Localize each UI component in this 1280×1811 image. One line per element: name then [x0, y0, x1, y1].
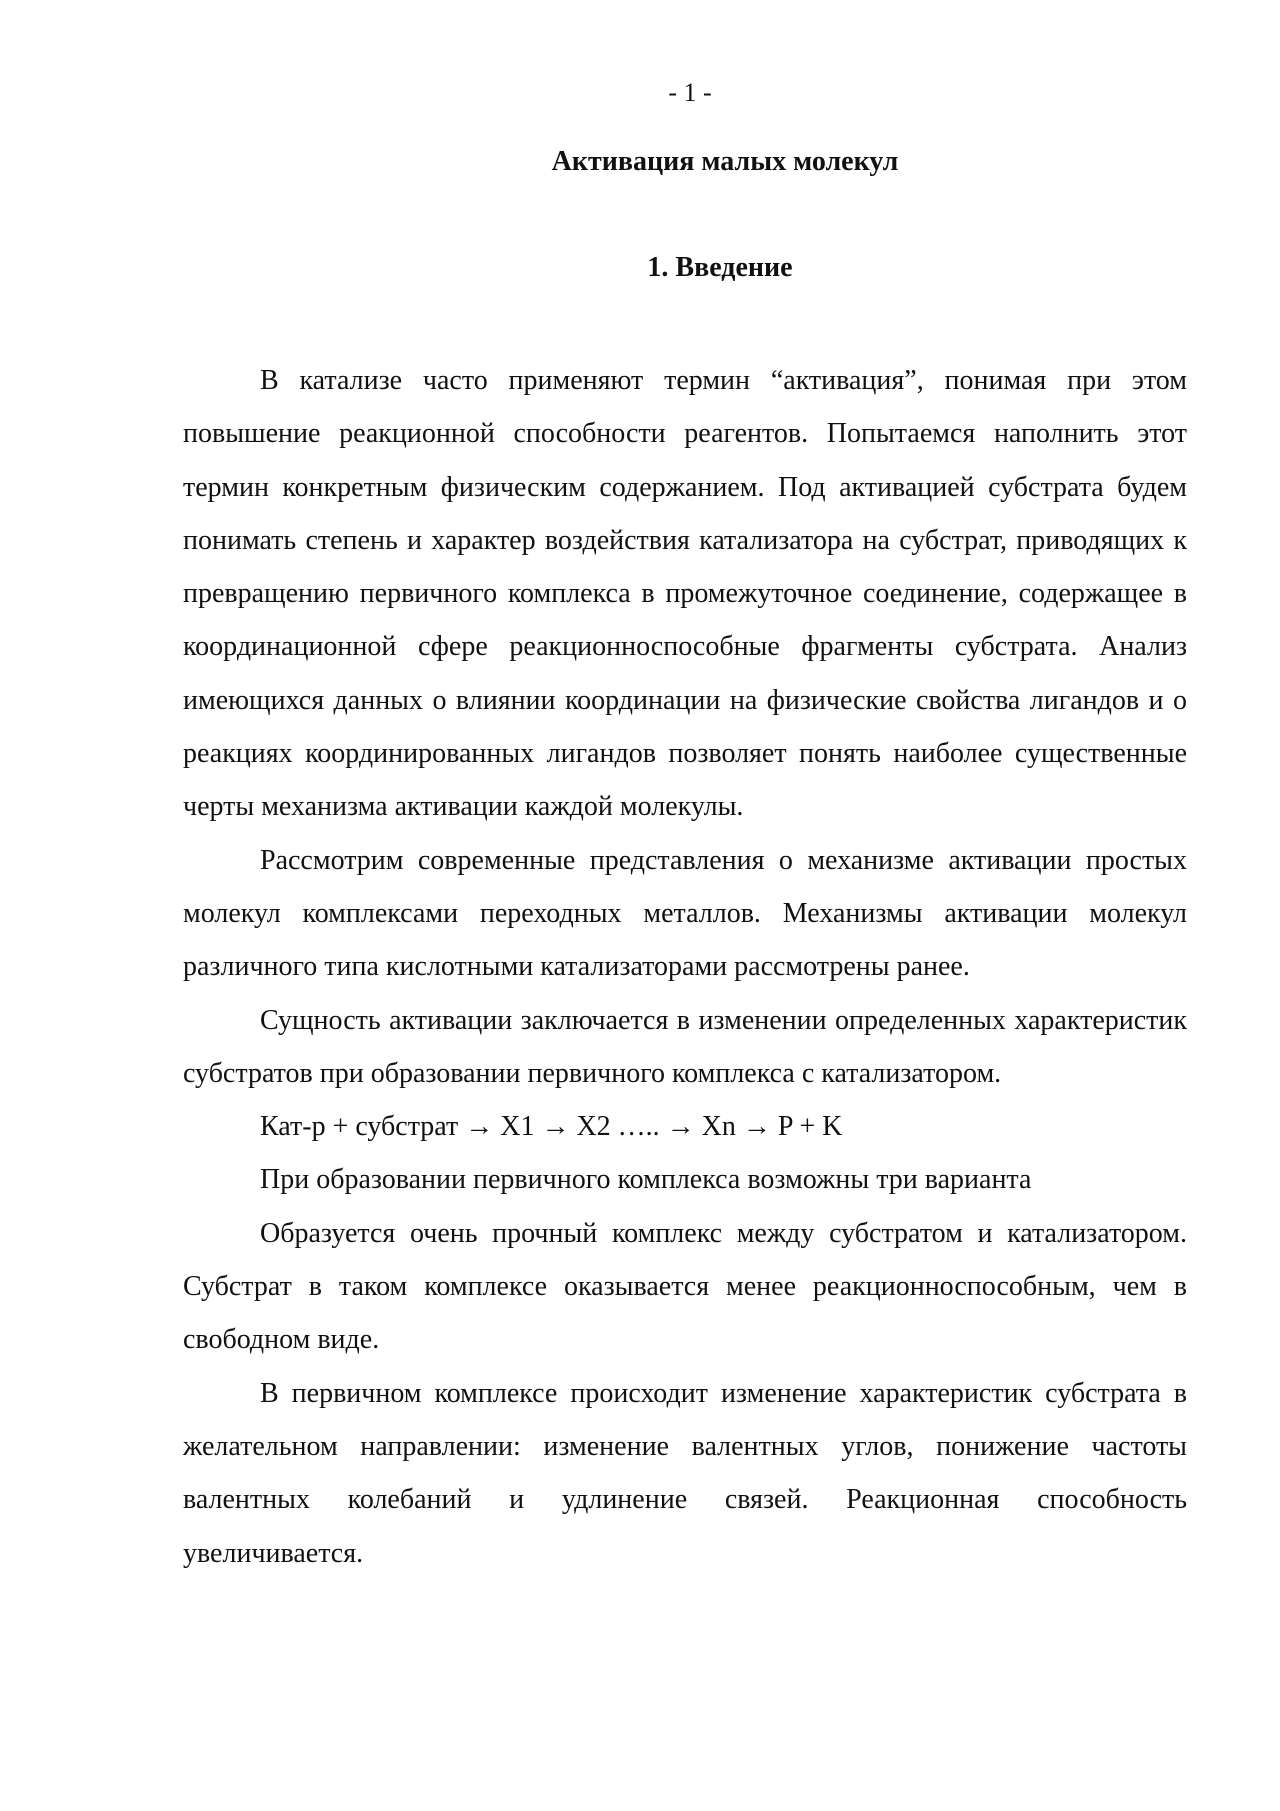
paragraph-three-variants: При образовании первичного комплекса возможны три варианта [260, 1164, 1032, 1196]
reaction-scheme: Кат-р + субстрат → X1 → X2 ….. → Xn → P + K [260, 1111, 843, 1143]
page-number: - 1 - [668, 78, 712, 107]
paragraph-modern-views: Рассмотрим современные представления о механизме активации простых молекул комплексами переходных металлов. Механизмы активации молекул различного типа кислотными катализаторами рассмотрены ранее. [183, 844, 1187, 983]
paragraph-variant-desired-change: В первичном комплексе происходит изменение характеристик субстрата в желательном направлении: изменение валентных углов, понижение частоты валентных колебаний и удлинение связей. Реакционная способность увеличивается. [183, 1377, 1187, 1569]
document-title: Активация малых молекул [551, 146, 899, 177]
section-heading: 1. Введение [647, 252, 793, 283]
document-body [183, 354, 1187, 1580]
paragraph-activation-essence: Сущность активации заключается в изменении определенных характеристик субстратов при образовании первичного комплекса с катализатором. [183, 1004, 1187, 1089]
paragraph-activation-definition: В катализе часто применяют термин “активация”, понимая при этом повышение реакционной способности реагентов. Попытаемся наполнить этот термин конкретным физическим содержанием. Под активацией субстрата будем понимать степень и характер воздействия катализатора на субстрат, приводящих к превращению первичного комплекса в промежуточное соединение, содержащее в координационной сфере реакционноспособные фрагменты субстрата. Анализ имеющихся данных о влиянии координации на физические свойства лигандов и о реакциях координированных лигандов позволяет понять наиболее существенные черты механизма активации каждой молекулы. [183, 365, 1187, 823]
paragraph-variant-strong-complex: Образуется очень прочный комплекс между субстратом и катализатором. Субстрат в таком комплексе оказывается менее реакционноспособным, чем в свободном виде. [183, 1217, 1187, 1356]
